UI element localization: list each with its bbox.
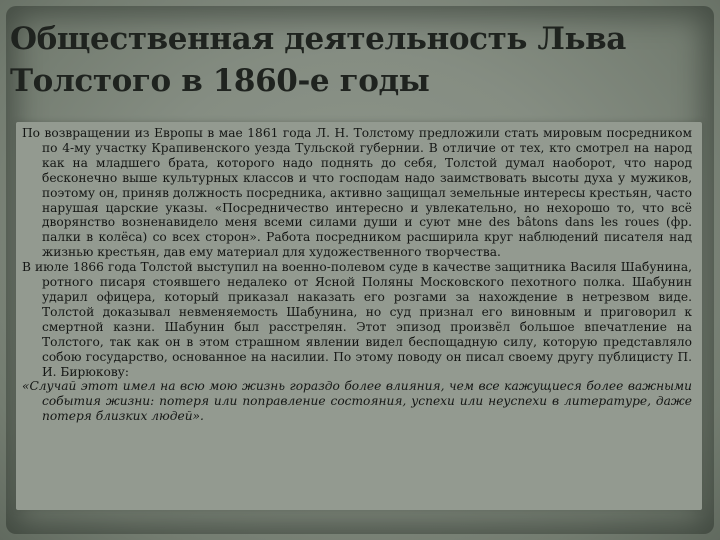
slide-title-line-2: Толстого в 1860-е годы — [10, 63, 430, 99]
paragraph-shabunin: В июле 1866 года Толстой выступил на военно-полевом суде в качестве защитника Василя Шабунина, ротного писаря стоявшего недалеко от Ясной Поляны Московского пехотного полка. Шабунин ударил офицера, который приказал наказать его розгами за нахождение в нетрезвом виде. Толстой доказывал невменяемость Шабунина, но суд признал его виновным и приговорил к смертной казни. Шабунин был расстрелян. Этот эпизод произвёл большое впечатление на Толстого, так как он в этом страшном явлении видел беспощадную силу, которую представляло собою государство, основанное на насилии. По этому поводу он писал своему другу публицисту П. И. Бирюкову: — [22, 260, 692, 379]
paragraph-mediator: По возвращении из Европы в мае 1861 года Л. Н. Толстому предложили стать мировым посредником по 4-му участку Крапивенского уезда Тульской губернии. В отличие от тех, кто смотрел на народ как на младшего брата, которого надо поднять до себя, Толстой думал наоборот, что народ бесконечно выше культурных классов и что господам надо заимствовать высоты духа у мужиков, поэтому он, приняв должность посредника, активно защищал земельные интересы крестьян, часто нарушая царские указы. «Посредничество интересно и увлекательно, но нехорошо то, что всё дворянство возненавидело меня всеми силами души и суют мне des bâtons dans les roues (фр. палки в колёса) со всех сторон». Работа посредником расширила круг наблюдений писателя над жизнью крестьян, дав ему материал для художественного творчества. — [22, 126, 692, 260]
content-text-box — [16, 122, 702, 510]
paragraph-quote: «Случай этот имел на всю мою жизнь гораздо более влияния, чем все кажущиеся более важными события жизни: потеря или поправление состояния, успехи или неуспехи в литературе, даже потеря близких людей». — [22, 379, 692, 424]
slide-title-line-1: Общественная деятельность Льва — [10, 21, 626, 57]
slide-title — [10, 18, 690, 102]
